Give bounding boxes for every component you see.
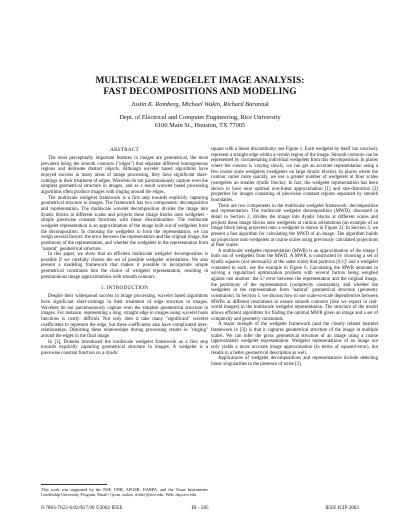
title-line-1: MULTISCALE WEDGELET IMAGE ANALYSIS: [95,76,305,86]
abstract-section [41,147,208,280]
abstract-paragraph: In this paper, we show that an efficient multiscale wedgelet decomposition is possible if we carefully choose the set of possible wedgelet orientations. We also present a modeling framework that makes it possible to incorporate simple geometrical constraints into the choice of wedgelet representation, resulting in parsimonious image approximations with smooth contours. [41,252,208,280]
author-list: Justin K. Romberg, Michael Wakin, Richard Baraniuk [131,101,269,108]
footnote: This work was supported by the NSF, ONR, AFOSR, DARPA, and the Texas Instruments Leadership University Program. Email: {jrom, wakin, richb}@rice.edu. Web: dsp.rice.edu [41,487,208,497]
footer-copyright: 0-7803-7622-6/02/$17.00 ©2002 IEEE [41,505,123,511]
body-paragraph: A major strength of the wedgelet framework (and the closely related beamlet framework in [3]) is that it captures geometrical structure of the image at multiple scales. We can infer the gross geometrical structure of an image using a coarse (approximate) wedgelet representation. Wedgelet representations of an image not only yields a more accurate image approximation (in terms of squared-error), but results in a better geometrical description as well. [211,322,378,356]
affiliation [0,114,400,131]
body-paragraph: There are two components in the multiscale wedgelet framework: decomposition and representation. The multiscale wedgelet decomposition (MWD), discussed in detail in Section 2, divides the image into dyadic blocks at different scales and projects these image blocks onto wedgelets at various orientations (an example of an image block being projected onto a wedgelet is shown in Figure 2). In Section 3, we present a fast algorithm for calculating the MWD of an image. The algorithm builds up projections onto wedgelets at coarse scales using previously calculated projections at finer scales. [211,203,378,249]
title-line-2: FAST DECOMPOSITIONS AND MODELING [103,86,297,97]
affiliation-line-2: 6100 Main St., Houston, TX 77005 [154,122,246,130]
right-column [211,147,378,368]
footer-page-number: III - 585 [191,505,209,511]
body-paragraph: square with a linear discontinuity, see Figure 1. Each wedgelet by itself can concisely represent a straight edge within a certain region of the image. Smooth contours can be represented by concatenating individual wedgelets from this decomposition. In places where the contour is varying slowly, we can get an accurate representation using a few coarse scale wedgelets (wedgelets on large dyadic blocks). In places where the contour varies more quickly, we use a greater number of wedgelets at finer scales (wedgelets on smaller dyadic blocks). In fact, the wedgelet representation has been shown to have near optimal non-linear approximation [1] and rate-distortion [2] properties for images consisting of piecewise constant regions separated by smooth boundaries. [211,147,378,203]
abstract-paragraph: The most perceptually important features in images are geometrical, the most prevalent being the smooth contours ("edges") that separate different homogeneous regions and delineate distinct objects. Although wavelet based algorithms have enjoyed success in many areas of image processing, they have significant short-comings in their treatment of edges. Wavelets do not parsimoniously capture even the simplest geometrical structure in images, and as a result wavelet based processing algorithms often produce images with ringing around the edges. [41,156,208,195]
body-paragraph: A multiscale wedgelet representation (MWR) is an approximation of the image f built out of wedgelets from the MWD. A MWR is constructed by choosing a set of dyadic squares (not necessarily at the same scale) that partition [0,1]² and a wedgelet contained in each; see the example in Figure 6. Calculating the MWR amounts to solving a regularized optimization problem with several factors being weighed against one another: the L² error between the representation and the original image, the parsimony of the representation (complexity constraints), and whether the wedgelets in the representation form "natural" geometrical structure (geometry constraints). In Section 4, we discuss how to use scale-to-scale dependencies between MWRs at different resolutions to ensure smooth contours (like we expect in real-world images) in the multiscale wedgelet representation. The structure of the model allows efficient algorithms for finding the optimal MWR given an image and a set of complexity and geometry constraints. [211,248,378,322]
footer-conference: IEEE ICIP 2002 [325,505,359,511]
left-column [41,147,208,357]
paper-title [0,76,400,97]
introduction-paragraph: Despite their widespread success in image processing, wavelet based algorithms have significant short-comings in their treatment of edge structure in images. Wavelets do not parsimoniously capture even the simplest geometrical structure in images. For instance, representing a long, straight edge in images using wavelet basis functions is costly: difficult. Not only does it take many "significant" wavelet coefficients to represent the edge, but these coefficients also have complicated inter-relationships. Distorting these relationships during processing results in "ringing" around the edges in the final image. [41,294,208,340]
body-paragraph: Applications of wedgelet decompositions and representations include detecting linear singularities in the presence of noise [3] [211,356,378,367]
abstract-paragraph: The multiscale wedgelet framework is a first step towards explicitly capturing geometrical structure in images. The framework has two components: decomposition and representation. The multiscale wavelet decomposition divides the image into dyadic blocks at different scales and projects these image blocks onto wedgelets - simple piecewise constant functions with linear discontinuities. The multiscale wedgelet representation is an approximation of the image built out of wedgelets from the decomposition. In choosing the wedgelets to form the representation, we can weigh several factors: the error between the representation and the original image, the parsimony of the representation, and whether the wedgelets in the representation form "natural" geometrical structure. [41,195,208,252]
introduction-section [41,285,208,356]
abstract-heading: ABSTRACT [110,147,139,153]
introduction-heading: 1. INTRODUCTION [100,285,149,292]
introduction-paragraph: In [1], Donoho introduced the multiscale wedgelet framework as a first step towards explicitly capturing geometrical structure in images. A wedgelet is a piecewise constant function on a dyadic [41,339,208,356]
footnote-rule [41,484,107,485]
affiliation-line-1: Dept. of Electrical and Computer Engineering, Rice University [119,114,281,121]
